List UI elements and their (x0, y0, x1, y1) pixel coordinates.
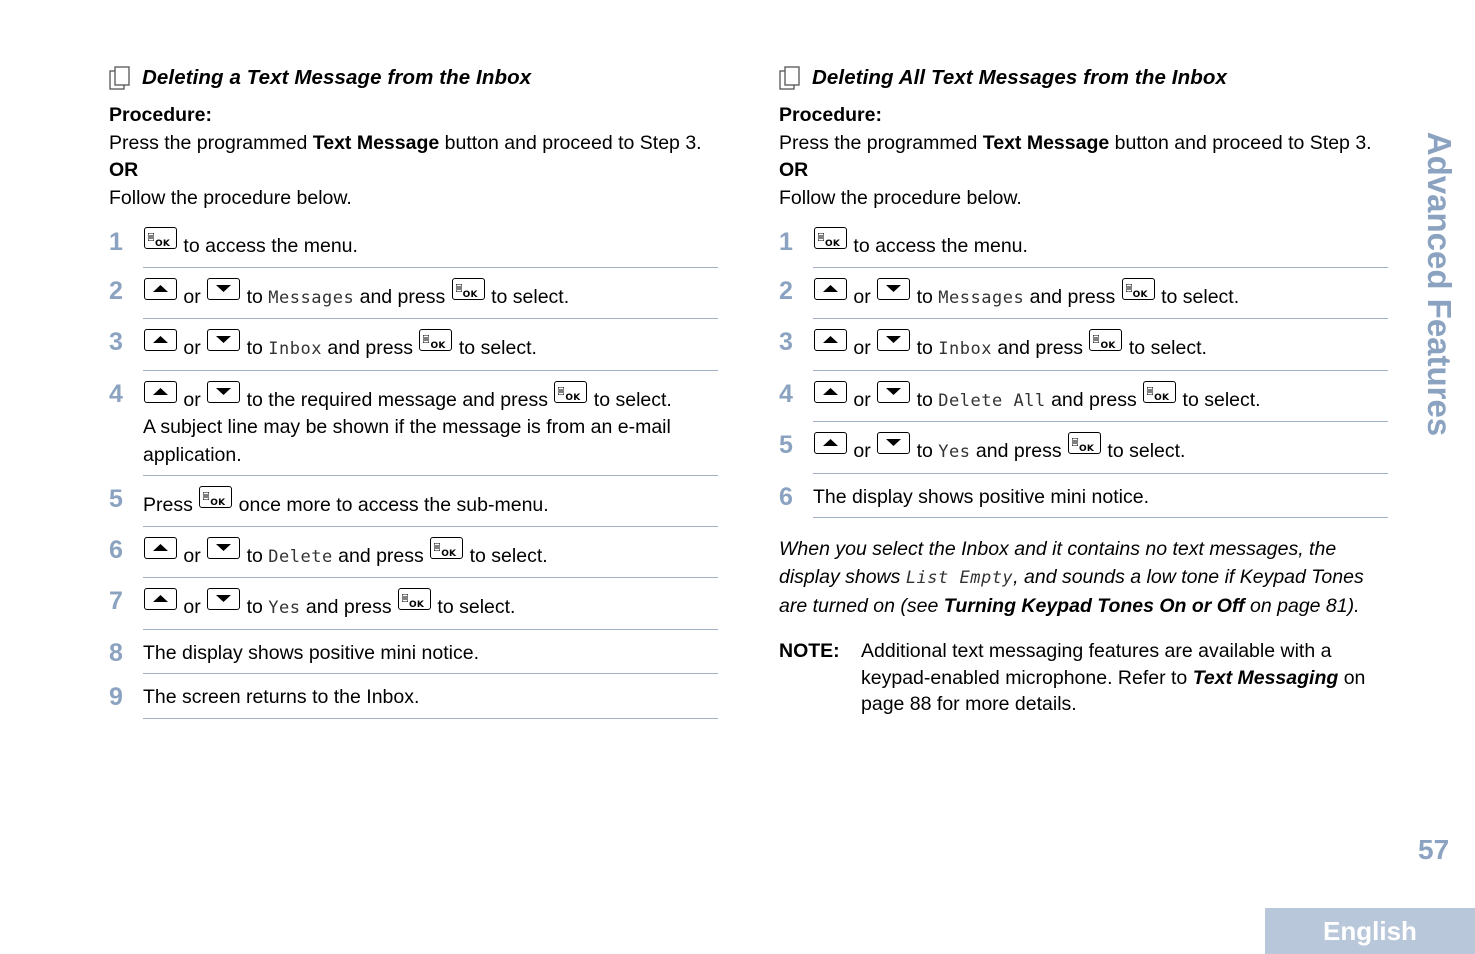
down-arrow-key-icon (877, 432, 910, 454)
step-text: or to Yes and press OK to select. (143, 578, 718, 630)
step-extra-text: A subject line may be shown if the message is from an e-mail application. (143, 416, 671, 466)
step-text: or to Inbox and press OK to select. (813, 319, 1388, 371)
down-arrow-key-icon (207, 329, 240, 351)
ok-key-icon: OK (1068, 432, 1101, 454)
ok-key-icon: OK (1089, 329, 1122, 351)
chapter-title: Advanced Features (1421, 131, 1458, 437)
step-number: 6 (109, 535, 123, 564)
step-number: 1 (109, 228, 123, 257)
up-arrow-key-icon (144, 381, 177, 403)
step-text: The display shows positive mini notice. (143, 630, 718, 675)
step-number: 6 (779, 482, 793, 511)
procedure-label: Procedure: (779, 104, 882, 126)
ok-key-icon: OK (554, 381, 587, 403)
ok-key-icon: OK (1143, 381, 1176, 403)
follow-text: Follow the procedure below. (779, 186, 1022, 209)
cross-reference-link[interactable]: Turning Keypad Tones On or Off (943, 594, 1245, 617)
document-icon (109, 66, 131, 90)
step-row (109, 527, 718, 579)
step-row (109, 578, 718, 630)
step-row (109, 476, 718, 527)
step-number: 3 (779, 328, 793, 357)
step-text: or to the required message and press OK to select. A subject line may be shown if the message is from an e-mail application. (143, 371, 718, 477)
step-number: 3 (109, 328, 123, 357)
follow-text: Follow the procedure below. (109, 186, 352, 209)
step-text: or to Delete and press OK to select. (143, 527, 718, 579)
procedure-label: Procedure: (109, 104, 212, 126)
step-text: OK to access the menu. (813, 219, 1388, 268)
step-text: Press OK once more to access the sub-menu. (143, 476, 718, 527)
step-row (779, 219, 1388, 268)
step-number: 1 (779, 228, 793, 257)
ok-key-icon: OK (430, 537, 463, 559)
left-column (109, 62, 718, 719)
note-text: Additional text messaging features are available with a keypad-enabled microphone. Refer to Text Messaging on page 88 for more details. (861, 640, 1366, 716)
right-column (779, 62, 1388, 718)
left-steps-list (109, 219, 718, 719)
down-arrow-key-icon (207, 381, 240, 403)
chapter-side-tab (1419, 128, 1459, 440)
ok-key-icon: OK (199, 486, 232, 508)
up-arrow-key-icon (144, 329, 177, 351)
up-arrow-key-icon (144, 537, 177, 559)
up-arrow-key-icon (814, 432, 847, 454)
step-row (109, 219, 718, 268)
step-number: 8 (109, 638, 123, 667)
step-text: or to Messages and press OK to select. (143, 268, 718, 320)
up-arrow-key-icon (814, 329, 847, 351)
or-label: OR (109, 159, 139, 182)
step-number: 4 (109, 379, 123, 408)
note-label: NOTE: (779, 640, 840, 663)
right-section-title: Deleting All Text Messages from the Inbox (812, 66, 1227, 89)
step-row (109, 268, 718, 320)
right-section-header (779, 62, 1388, 94)
step-number: 7 (109, 587, 123, 616)
up-arrow-key-icon (144, 588, 177, 610)
step-text: The screen returns to the Inbox. (143, 674, 718, 719)
right-steps-list (779, 219, 1388, 518)
ok-key-icon: OK (144, 227, 177, 249)
down-arrow-key-icon (207, 588, 240, 610)
cross-reference-link[interactable]: Text Messaging (1192, 666, 1339, 689)
step-text: The display shows positive mini notice. (813, 474, 1388, 519)
ok-key-icon: OK (1122, 278, 1155, 300)
ok-key-icon: OK (398, 588, 431, 610)
down-arrow-key-icon (207, 537, 240, 559)
step-row (779, 422, 1388, 474)
note-block (779, 638, 1388, 718)
step-row (109, 319, 718, 371)
ok-key-icon: OK (419, 329, 452, 351)
down-arrow-key-icon (207, 278, 240, 300)
step-number: 4 (779, 379, 793, 408)
down-arrow-key-icon (877, 381, 910, 403)
step-text: OK to access the menu. (143, 219, 718, 268)
procedure-intro: Press the programmed Text Message button and proceed to Step 3. (109, 131, 702, 154)
down-arrow-key-icon (877, 278, 910, 300)
up-arrow-key-icon (814, 278, 847, 300)
step-row (109, 630, 718, 675)
down-arrow-key-icon (877, 329, 910, 351)
step-text: or to Delete All and press OK to select. (813, 371, 1388, 423)
left-section-title: Deleting a Text Message from the Inbox (142, 66, 532, 89)
step-number: 5 (779, 431, 793, 460)
step-number: 2 (779, 276, 793, 305)
step-number: 5 (109, 485, 123, 514)
step-row (779, 474, 1388, 519)
page-number: 57 (1418, 834, 1450, 865)
document-icon (779, 66, 801, 90)
left-section-header (109, 62, 718, 94)
ok-key-icon: OK (452, 278, 485, 300)
up-arrow-key-icon (814, 381, 847, 403)
step-row (779, 319, 1388, 371)
inbox-empty-note: When you select the Inbox and it contains no text messages, the display shows List Empty, and sounds a low tone if Keypad Tones are turned on (see Turning Keypad Tones On or Off on page 81). (779, 538, 1364, 617)
step-row (779, 371, 1388, 423)
step-number: 2 (109, 276, 123, 305)
step-text: or to Messages and press OK to select. (813, 268, 1388, 320)
step-text: or to Yes and press OK to select. (813, 422, 1388, 474)
step-text: or to Inbox and press OK to select. (143, 319, 718, 371)
step-row (109, 674, 718, 719)
ok-key-icon: OK (814, 227, 847, 249)
or-label: OR (779, 159, 809, 182)
step-row (109, 371, 718, 477)
language-tab: English (1265, 908, 1475, 954)
procedure-intro: Press the programmed Text Message button and proceed to Step 3. (779, 131, 1372, 154)
up-arrow-key-icon (144, 278, 177, 300)
step-row (779, 268, 1388, 320)
step-number: 9 (109, 683, 123, 712)
